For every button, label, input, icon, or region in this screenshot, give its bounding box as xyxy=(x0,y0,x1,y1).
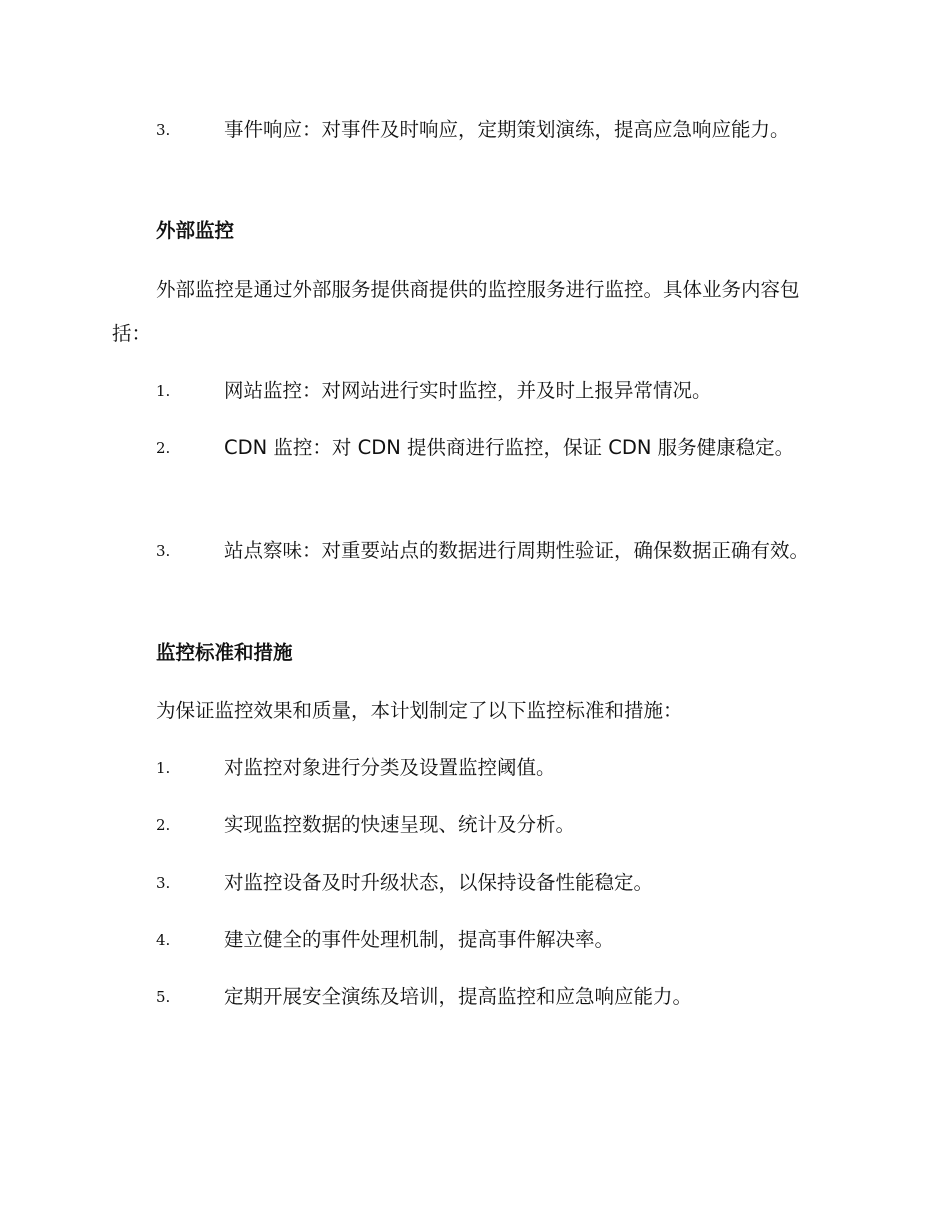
section-intro-external: 外部监控是通过外部服务提供商提供的监控服务进行监控。具体业务内容包括： xyxy=(112,278,800,345)
list-item-text: 站点察味：对重要站点的数据进行周期性验证，确保数据正确有效。 xyxy=(224,539,810,562)
list-item-number: 2. xyxy=(156,439,171,457)
list-item xyxy=(112,803,832,847)
list-item xyxy=(112,746,832,790)
list-item-number: 4. xyxy=(156,931,171,949)
list-item xyxy=(112,529,832,573)
list-item-text: 定期开展安全演练及培训，提高监控和应急响应能力。 xyxy=(224,985,693,1008)
list-item xyxy=(112,369,832,413)
section-heading-external: 外部监控 xyxy=(156,219,235,242)
list-item xyxy=(112,426,832,470)
list-item-text: 对监控对象进行分类及设置监控阈值。 xyxy=(224,756,556,779)
list-item-text: 建立健全的事件处理机制，提高事件解决率。 xyxy=(224,928,615,951)
list-item-number: 3. xyxy=(156,874,171,892)
list-item-text: 事件响应：对事件及时响应，定期策划演练，提高应急响应能力。 xyxy=(224,118,790,141)
list-item-text: CDN 监控：对 CDN 提供商进行监控，保证 CDN 服务健康稳定。 xyxy=(224,436,795,459)
section-heading-standards: 监控标准和措施 xyxy=(156,641,293,664)
list-item-number: 2. xyxy=(156,816,171,834)
list-item-text: 对监控设备及时升级状态，以保持设备性能稳定。 xyxy=(224,871,654,894)
list-item xyxy=(112,861,832,905)
section-intro-standards: 为保证监控效果和质量，本计划制定了以下监控标准和措施： xyxy=(156,699,683,722)
list-item-text: 实现监控数据的快速呈现、统计及分析。 xyxy=(224,813,576,836)
list-item-number: 3. xyxy=(156,121,171,139)
list-item-number: 5. xyxy=(156,988,171,1006)
list-item xyxy=(112,975,832,1019)
list-item-number: 1. xyxy=(156,759,171,777)
list-item xyxy=(112,918,832,962)
list-item-text: 网站监控：对网站进行实时监控，并及时上报异常情况。 xyxy=(224,379,712,402)
list-item-number: 1. xyxy=(156,382,171,400)
list-item-number: 3. xyxy=(156,542,171,560)
list-item xyxy=(112,108,832,152)
